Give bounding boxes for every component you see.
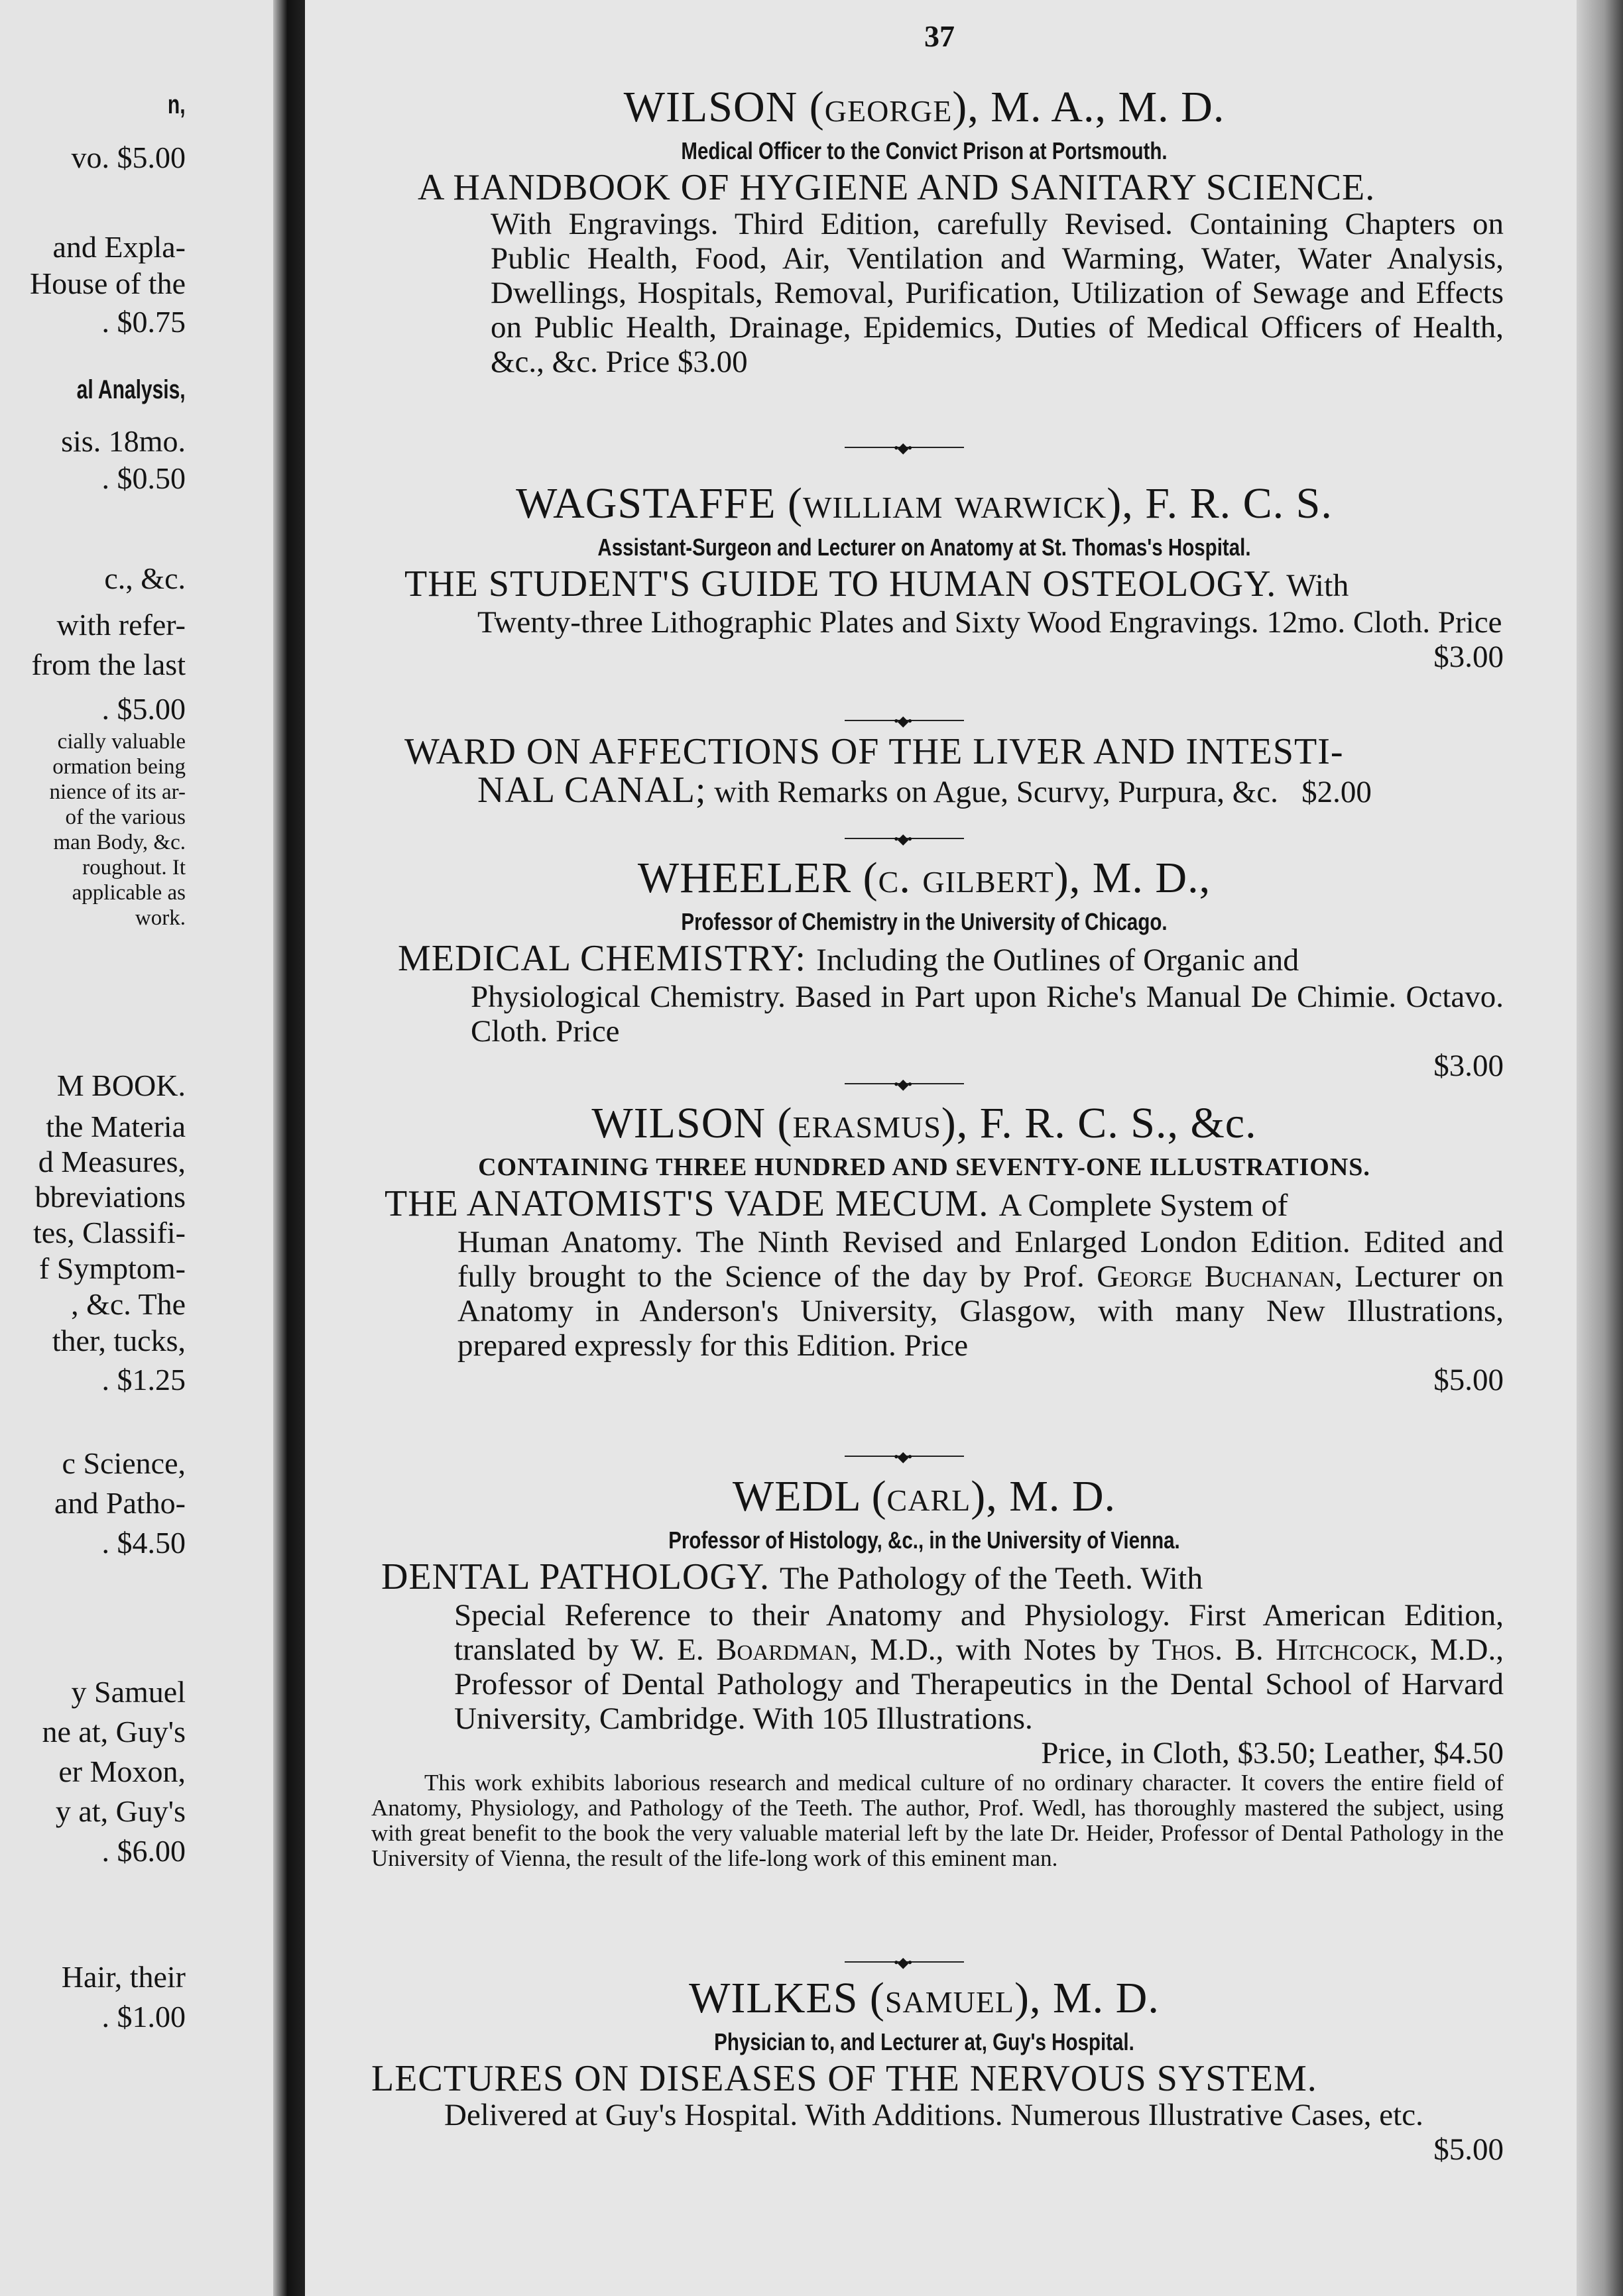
left-page-fragment: n,	[168, 90, 186, 119]
left-page-fragment: . $0.50	[101, 461, 186, 495]
entry-wilson-george	[345, 81, 1504, 379]
left-page-fragment: House of the	[29, 266, 186, 300]
left-page-fragment: bbreviations	[34, 1180, 186, 1214]
left-page-fragment: cially valuable	[57, 730, 186, 754]
left-page-fragment: vo. $5.00	[71, 141, 186, 174]
entry-wilson-erasmus	[345, 1097, 1504, 1397]
left-page-fragment: , &c. The	[71, 1287, 186, 1321]
book-price: $2.00	[1301, 775, 1372, 809]
author-credit: CONTAINING THREE HUNDRED AND SEVENTY-ONE ILLUSTRATIONS.	[478, 1153, 1370, 1181]
book-price: Price $3.00	[605, 345, 748, 379]
divider-ornament: •◆•	[305, 437, 1504, 457]
book-price: $5.00	[1433, 1363, 1504, 1397]
book-title: DENTAL PATHOLOGY. The Pathology of the Teeth. With	[381, 1556, 1203, 1597]
author-credit: Medical Officer to the Convict Prison at Portsmouth.	[681, 137, 1168, 164]
book-price: $3.00	[1433, 640, 1504, 674]
author-heading: WEDL (carl), M. D.	[732, 1472, 1116, 1521]
left-page-fragment: y Samuel	[71, 1675, 186, 1709]
divider-ornament: •◆•	[305, 1446, 1504, 1466]
left-page-fragment: work.	[135, 906, 186, 930]
author-heading: WILKES (samuel), M. D.	[689, 1974, 1160, 2022]
left-page-fragment: applicable as	[72, 881, 186, 905]
author-credit: Professor of Histology, &c., in the University of Vienna.	[668, 1526, 1180, 1554]
author-heading: WAGSTAFFE (william warwick), F. R. C. S.	[516, 479, 1333, 528]
left-page-fragment: nience of its ar-	[49, 780, 186, 804]
author-credit: Physician to, and Lecturer at, Guy's Hospital.	[714, 2028, 1134, 2055]
author-credit: Professor of Chemistry in the University of Chicago.	[681, 908, 1168, 935]
left-page-fragment: y at, Guy's	[55, 1794, 186, 1828]
left-page-fragment: of the various	[65, 805, 186, 829]
book-title: WARD ON AFFECTIONS OF THE LIVER AND INTESTI-	[404, 731, 1344, 772]
left-page-fragment: . $5.00	[101, 692, 186, 726]
left-page-fragment: tes, Classifi-	[33, 1216, 186, 1249]
divider-ornament: •◆•	[305, 711, 1504, 730]
left-page-fragment: c Science,	[62, 1446, 186, 1480]
entry-wheeler	[345, 852, 1504, 1083]
entry-ward	[345, 732, 1504, 809]
divider-ornament: •◆•	[305, 1074, 1504, 1094]
author-heading: WILSON (george), M. A., M. D.	[623, 83, 1225, 131]
left-page-fragment: . $4.50	[101, 1526, 186, 1560]
entry-wagstaffe	[345, 477, 1504, 674]
left-page-fragment: . $1.00	[101, 2000, 186, 2034]
book-price: $3.00	[1433, 1049, 1504, 1083]
left-page-fragment: d Measures,	[38, 1145, 186, 1178]
page-number: 37	[924, 19, 955, 53]
book-description: Human Anatomy. The Ninth Revised and Enlarged London Edition. Edited and fully brought to the Science of the day by Prof. George Buchanan, Lecturer on Anatomy in Anderson's University, Glasgow, with many New Illustrations, prepared expressly for this Edition. Price	[457, 1225, 1504, 1363]
left-page-fragment: and Expla-	[52, 230, 186, 264]
main-page	[305, 0, 1623, 2296]
left-page-fragment: . $6.00	[101, 1834, 186, 1868]
author-heading: WHEELER (c. gilbert), M. D.,	[637, 854, 1211, 902]
book-title: MEDICAL CHEMISTRY: Including the Outlines of Organic and	[398, 938, 1299, 979]
left-page-fragment: ne at, Guy's	[42, 1715, 186, 1749]
left-page-fragment: c., &c.	[104, 561, 186, 595]
left-page	[0, 0, 273, 2296]
book-description: Physiological Chemistry. Based in Part upon Riche's Manual De Chimie. Octavo. Cloth. Price	[471, 980, 1504, 1049]
left-page-fragment: Hair, their	[61, 1960, 186, 1994]
left-page-fragment: ormation being	[52, 755, 186, 779]
book-title: THE STUDENT'S GUIDE TO HUMAN OSTEOLOGY. With	[404, 563, 1349, 604]
book-gutter	[273, 0, 305, 2296]
left-page-fragment: roughout. It	[82, 856, 186, 880]
book-title: THE ANATOMIST'S VADE MECUM. A Complete System of	[385, 1183, 1288, 1224]
left-page-fragment: M BOOK.	[56, 1068, 186, 1102]
book-description: With Engravings. Third Edition, carefully Revised. Containing Chapters on Public Health, Food, Air, Ventilation and Warming, Water, Water Analysis, Dwellings, Hospitals, Removal, Purification, Utilization of Sewage and Effects on Public Health, Drainage, Epidemics, Duties of Medical Officers of Health, &c., &c. Price $3.00	[491, 207, 1504, 379]
author-heading: WILSON (erasmus), F. R. C. S., &c.	[591, 1099, 1257, 1147]
book-description: Twenty-three Lithographic Plates and Sixty Wood Engravings. 12mo. Cloth. Price	[477, 605, 1502, 640]
author-credit: Assistant-Surgeon and Lecturer on Anatomy at St. Thomas's Hospital.	[597, 534, 1251, 561]
book-description: Special Reference to their Anatomy and Physiology. First American Edition, translated by W. E. Boardman, M.D., with Notes by Thos. B. Hitchcock, M.D., Professor of Dental Pathology and Therapeutics in the Dental School of Harvard University, Cambridge. With 105 Illustrations.	[454, 1598, 1504, 1736]
left-page-fragment: er Moxon,	[58, 1754, 186, 1788]
divider-ornament: •◆•	[305, 829, 1504, 848]
left-page-fragment: with refer-	[56, 608, 186, 642]
left-page-fragment: . $1.25	[101, 1363, 186, 1397]
book-price: Price, in Cloth, $3.50; Leather, $4.50	[1041, 1736, 1504, 1770]
left-page-fragment: al Analysis,	[77, 375, 186, 404]
book-title: LECTURES ON DISEASES OF THE NERVOUS SYSTEM.	[371, 2058, 1317, 2099]
left-page-fragment: the Materia	[46, 1110, 186, 1143]
left-page-fragment: and Patho-	[54, 1486, 186, 1520]
book-description: Delivered at Guy's Hospital. With Additions. Numerous Illustrative Cases, etc.	[444, 2098, 1423, 2132]
left-page-fragment: f Symptom-	[38, 1251, 186, 1285]
right-page-edge	[1577, 0, 1623, 2296]
left-page-fragment: ther, tucks,	[52, 1324, 186, 1357]
left-page-fragment: . $0.75	[101, 305, 186, 339]
book-description: NAL CANAL; with Remarks on Ague, Scurvy, Purpura, &c. $2.00	[477, 770, 1372, 811]
left-page-fragment: sis. 18mo.	[61, 424, 186, 458]
entry-wilkes	[345, 1972, 1504, 2167]
entry-wedl	[345, 1470, 1504, 1871]
divider-ornament: •◆•	[305, 1952, 1504, 1972]
left-page-fragment: man Body, &c.	[53, 831, 186, 854]
book-review-note: This work exhibits laborious research and medical culture of no ordinary character. It covers the entire field of Anatomy, Physiology, and Pathology of the Teeth. The author, Prof. Wedl, has thoroughly mastered the subject, using with great benefit to the book the very valuable material left by the late Dr. Heider, Professor of Dental Pathology in the University of Vienna, the result of the life-long work of this eminent man.	[371, 1770, 1504, 1871]
book-price: $5.00	[1433, 2132, 1504, 2167]
left-page-fragment: from the last	[31, 648, 186, 681]
book-title: A HANDBOOK OF HYGIENE AND SANITARY SCIENCE.	[418, 167, 1376, 208]
